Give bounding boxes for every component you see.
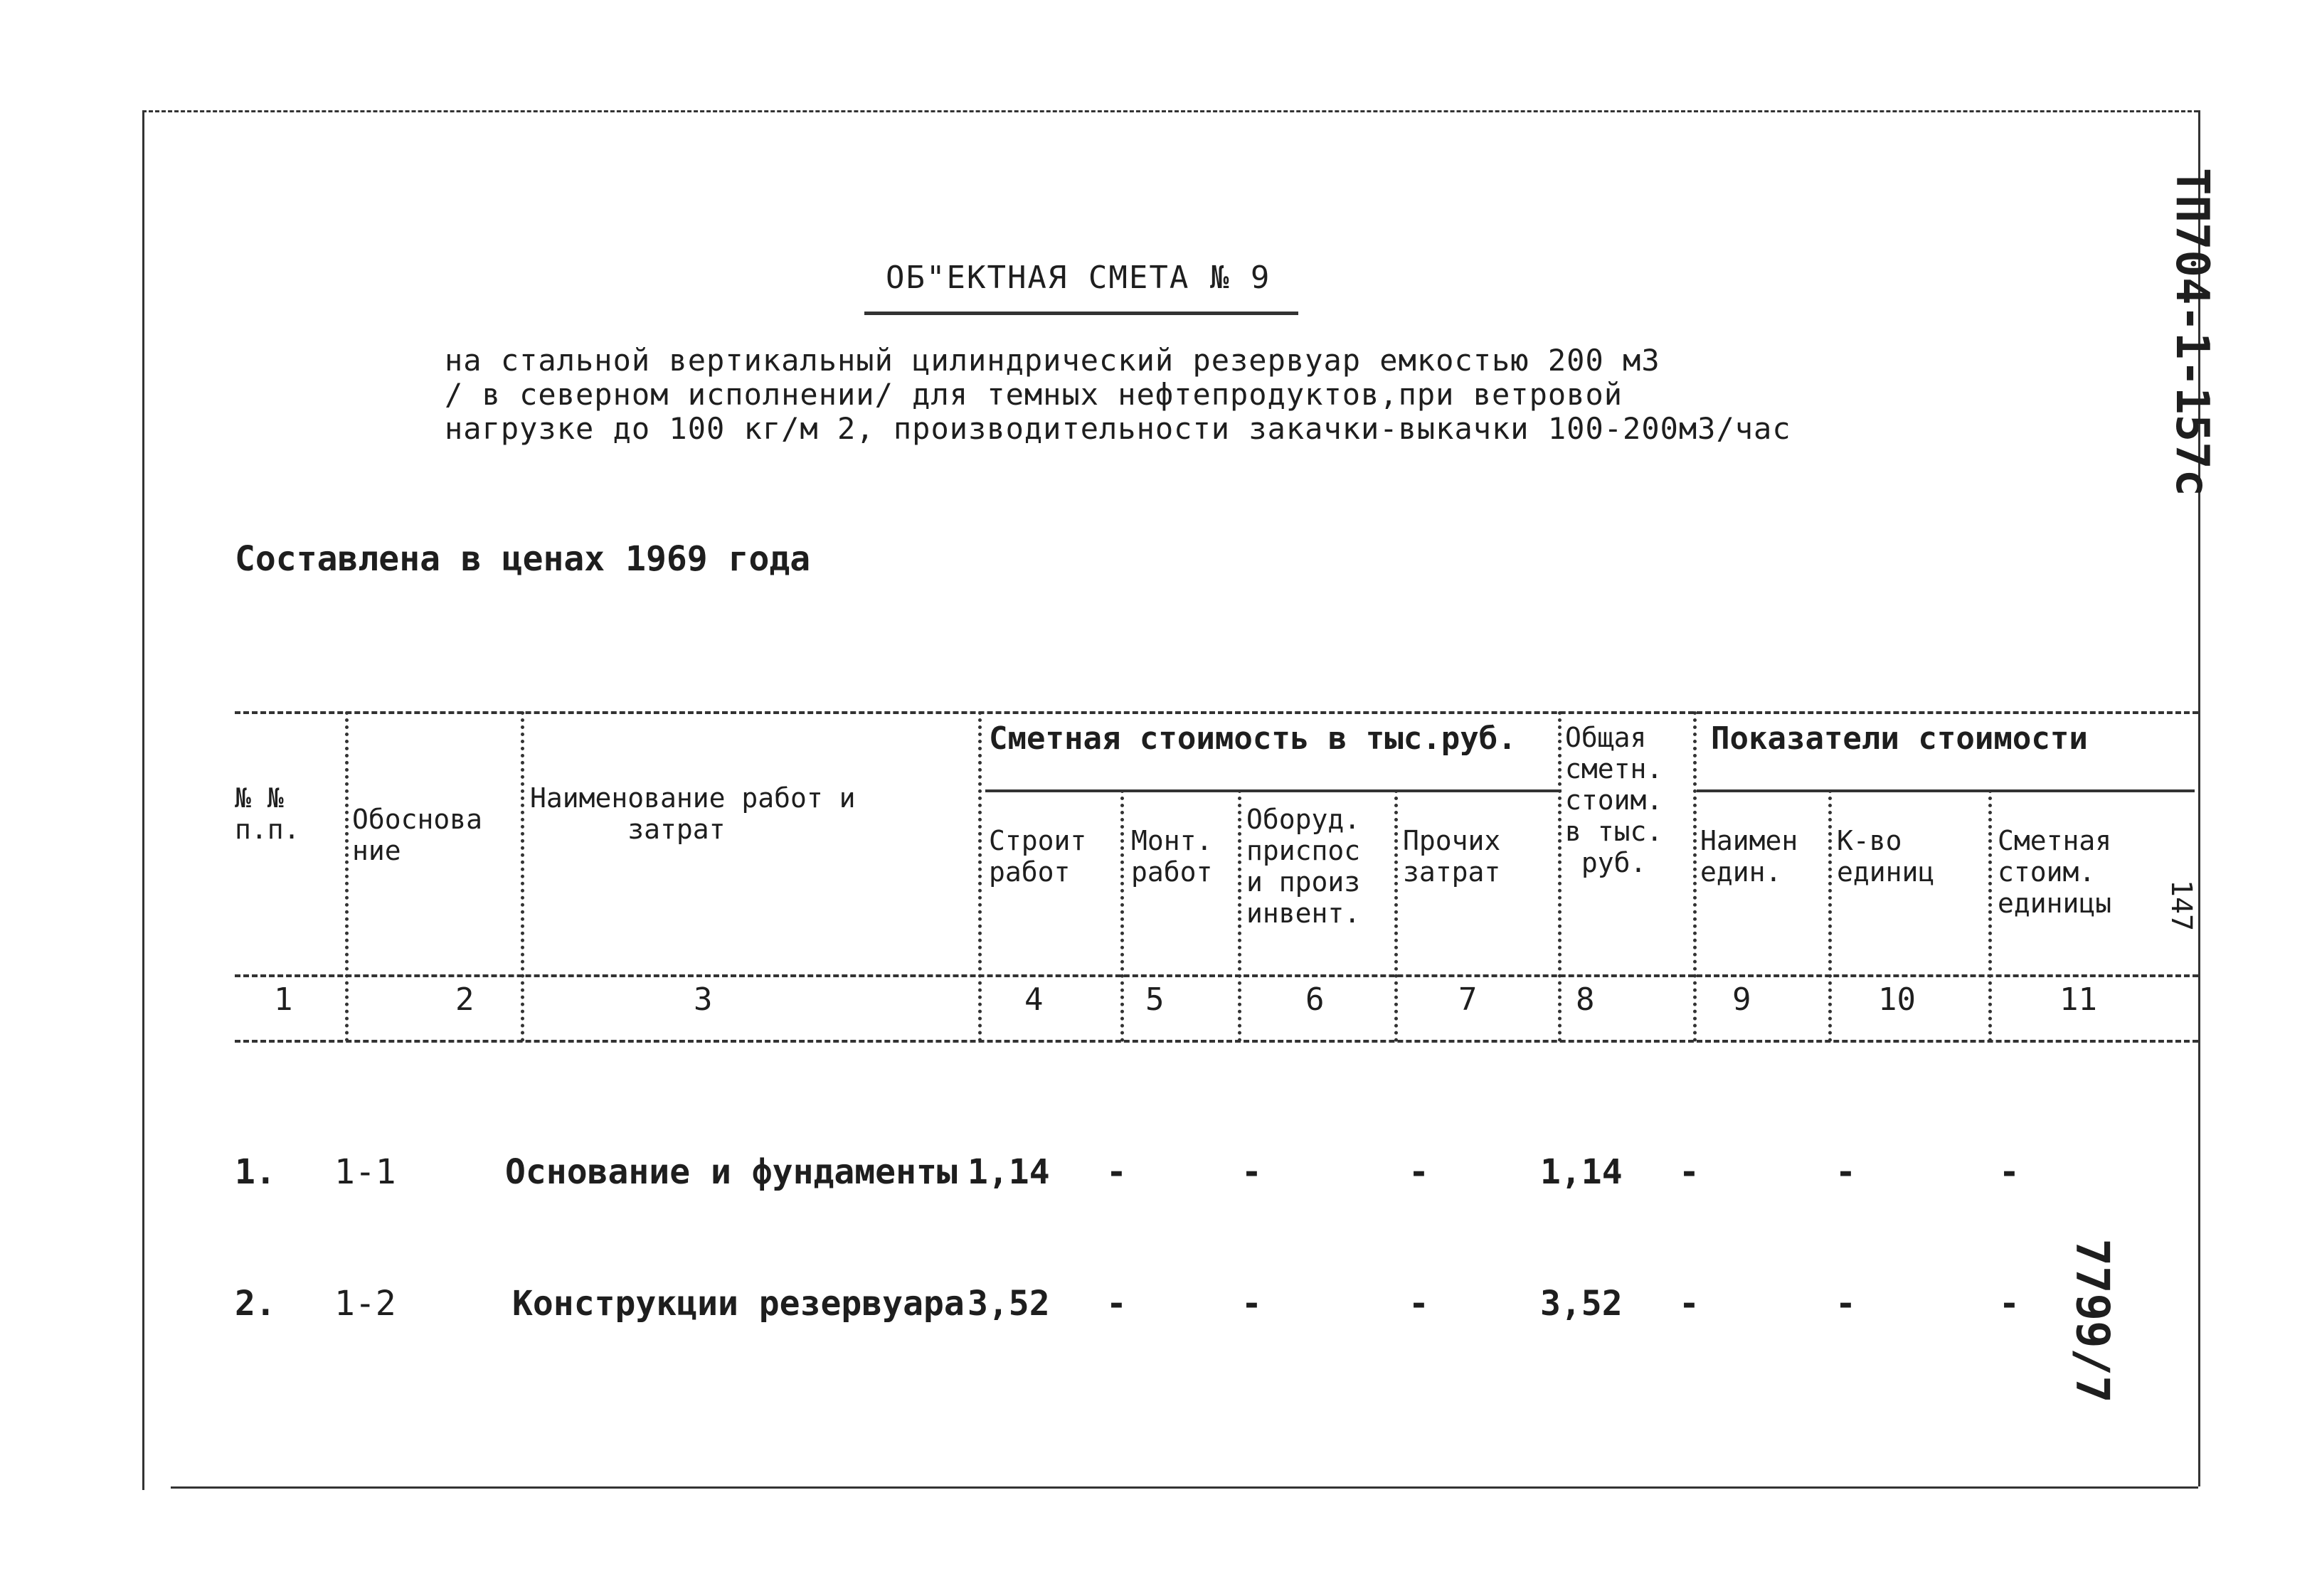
header-row-number: № № п.п. <box>235 782 300 845</box>
inventory-number: 7799/7 <box>2065 1238 2119 1403</box>
row-total: 3,52 <box>1540 1284 1623 1324</box>
row-unit-count: - <box>1835 1284 1856 1324</box>
cost-group-rule <box>985 789 1562 792</box>
subtitle-line-3: нагрузке до 100 кг/м 2, производительности закачки-выкачки 100-200м3/час <box>445 411 1791 446</box>
row-installation: - <box>1106 1284 1127 1324</box>
table-top-rule <box>235 711 2198 714</box>
header-other: Прочих затрат <box>1403 825 1501 888</box>
header-unit-count: К-во единиц <box>1837 825 1935 888</box>
header-equipment: Оборуд. приспос и произ инвент. <box>1246 804 1361 929</box>
page-number: 147 <box>2165 879 2198 932</box>
side-code: ТП704-1-157с <box>2165 167 2219 497</box>
document-title: ОБ"ЕКТНАЯ СМЕТА № 9 <box>886 260 1271 296</box>
title-underline <box>864 312 1298 315</box>
row-basis: 1-2 <box>334 1284 396 1324</box>
row-unit-count: - <box>1835 1152 1856 1192</box>
column-number: 5 <box>1145 981 1165 1018</box>
column-number: 4 <box>1024 981 1044 1018</box>
header-cost-group: Сметная стоимость в тыс.руб. <box>989 720 1517 757</box>
column-number: 3 <box>694 981 713 1018</box>
header-construction: Строит работ <box>989 825 1087 888</box>
header-indicator-group: Показатели стоимости <box>1711 720 2088 757</box>
header-total: Общая сметн. стоим. в тыс. руб. <box>1565 722 1663 878</box>
col-sep-7 <box>1558 711 1562 1042</box>
row-installation: - <box>1106 1152 1127 1192</box>
column-numbers-rule <box>235 1040 2198 1043</box>
row-basis: 1-1 <box>334 1152 396 1192</box>
col-sep-4 <box>1120 789 1124 1042</box>
subtitle-line-1: на стальной вертикальный цилиндрический резервуар емкостью 200 м3 <box>445 343 1660 378</box>
row-construction: 3,52 <box>967 1284 1050 1324</box>
column-number: 2 <box>455 981 474 1018</box>
col-sep-1 <box>345 711 349 1042</box>
subtitle-line-2: / в северном исполнении/ для темных нефтепродуктов,при ветровой <box>445 377 1623 412</box>
prices-note: Составлена в ценах 1969 года <box>235 539 811 579</box>
col-sep-9 <box>1828 789 1832 1042</box>
row-equipment: - <box>1241 1284 1262 1324</box>
row-total: 1,14 <box>1540 1152 1623 1192</box>
page-frame-top <box>142 110 2198 112</box>
col-sep-2 <box>521 711 524 1042</box>
header-basis: Обоснова ние <box>352 804 483 866</box>
row-number: 1. <box>235 1152 276 1192</box>
row-other: - <box>1409 1284 1429 1324</box>
col-sep-3 <box>978 711 982 1042</box>
row-unit-cost: - <box>1999 1284 2020 1324</box>
column-number: 7 <box>1458 981 1478 1018</box>
row-unit-name: - <box>1679 1284 1700 1324</box>
col-sep-5 <box>1238 789 1241 1042</box>
page-frame-left <box>142 110 144 1490</box>
row-name: Конструкции резервуара <box>512 1284 965 1324</box>
column-number: 11 <box>2059 981 2097 1018</box>
column-number: 8 <box>1576 981 1595 1018</box>
column-number: 10 <box>1878 981 1916 1018</box>
row-other: - <box>1409 1152 1429 1192</box>
header-unit-name: Наимен един. <box>1700 825 1798 888</box>
col-sep-10 <box>1988 789 1992 1042</box>
col-sep-6 <box>1394 789 1398 1042</box>
row-unit-name: - <box>1679 1152 1700 1192</box>
column-number: 6 <box>1305 981 1325 1018</box>
row-construction: 1,14 <box>967 1152 1050 1192</box>
header-installation: Монт. работ <box>1131 825 1213 888</box>
column-number: 1 <box>274 981 293 1018</box>
header-work-name: Наименование работ и затрат <box>530 782 856 845</box>
col-sep-8 <box>1693 711 1697 1042</box>
header-bottom-rule <box>235 974 2198 977</box>
row-equipment: - <box>1241 1152 1262 1192</box>
page-frame-bottom <box>171 1486 2198 1489</box>
indicator-group-rule <box>1697 789 2195 792</box>
column-number: 9 <box>1732 981 1751 1018</box>
row-unit-cost: - <box>1999 1152 2020 1192</box>
row-number: 2. <box>235 1284 276 1324</box>
header-unit-cost: Сметная стоим. единицы <box>1998 825 2112 919</box>
row-name: Основание и фундаменты <box>505 1152 958 1192</box>
